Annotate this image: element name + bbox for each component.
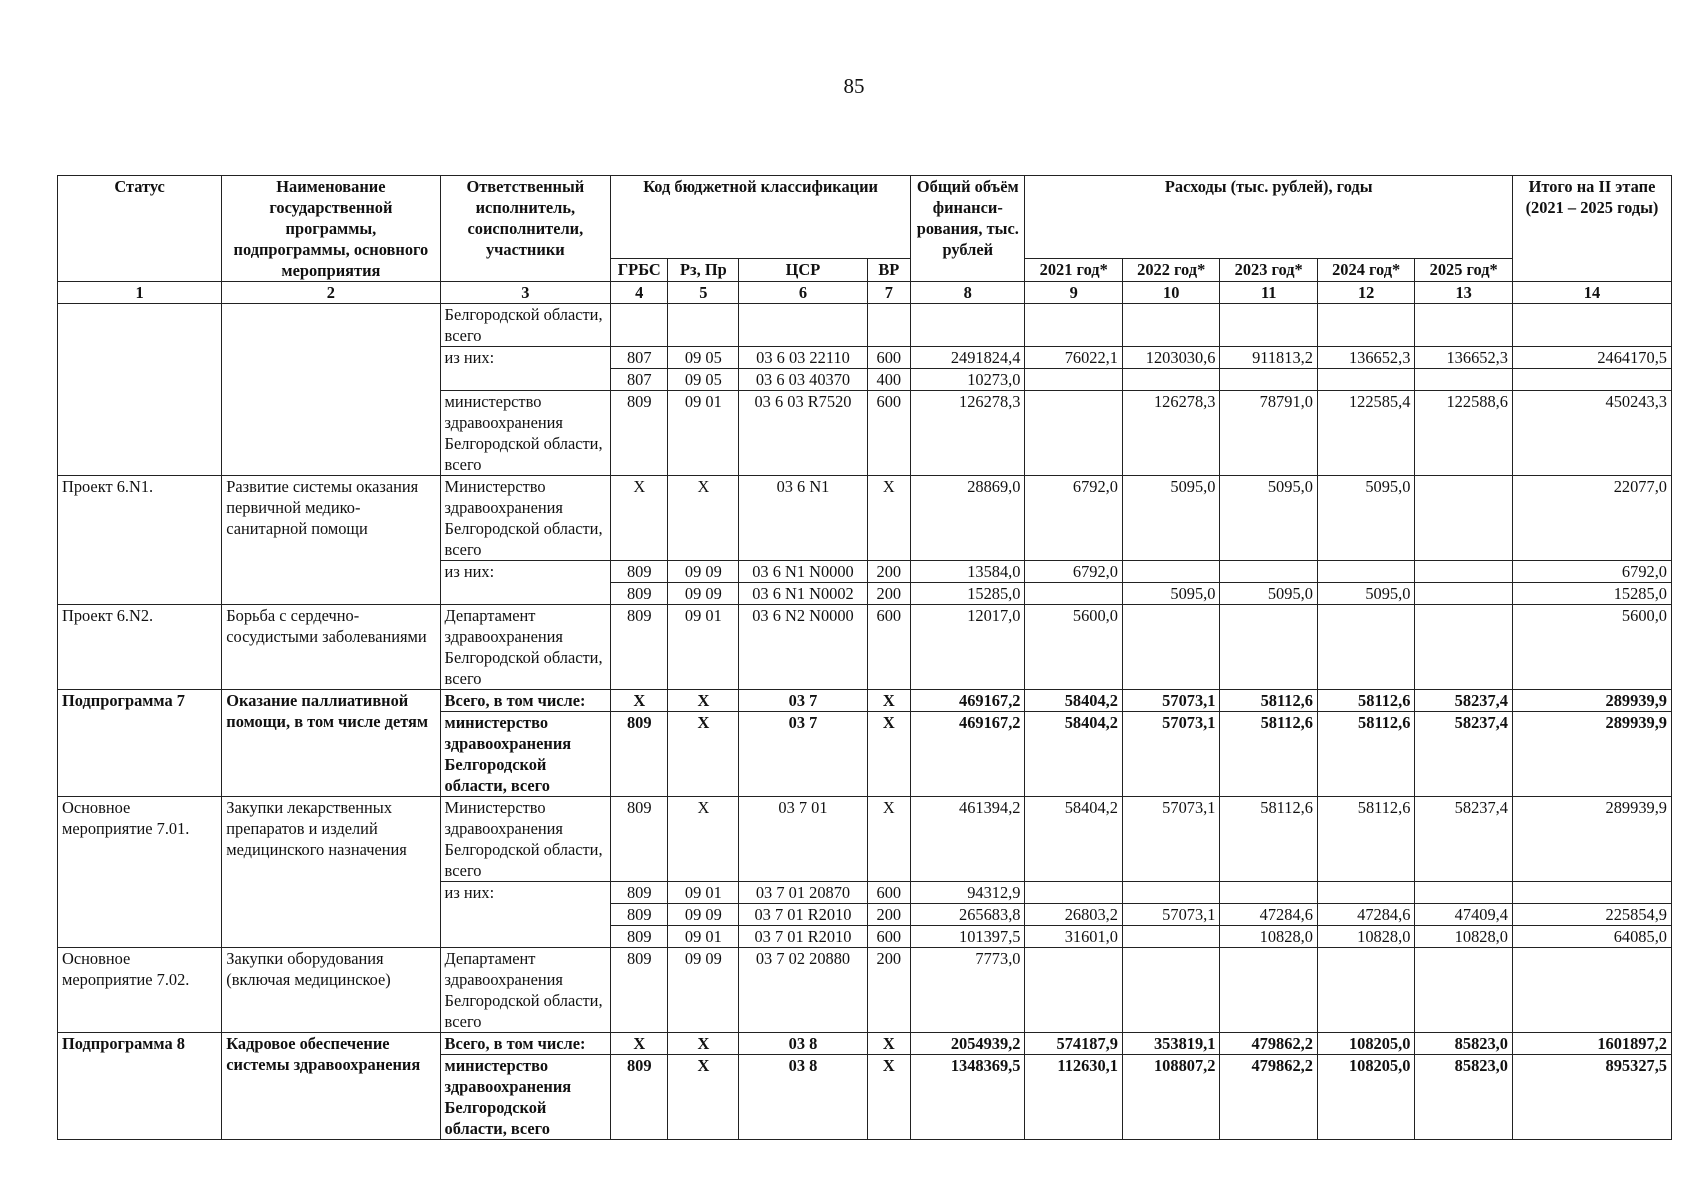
csr-cell: 03 6 03 22110: [739, 347, 867, 369]
y2021-cell: 31601,0: [1025, 926, 1122, 948]
header-expenses: Расходы (тыс. рублей), годы: [1025, 176, 1512, 259]
itogo-cell: 6792,0: [1512, 561, 1671, 583]
header-code: Код бюджетной классификации: [611, 176, 911, 259]
col-number: 10: [1122, 282, 1219, 304]
col-number: 9: [1025, 282, 1122, 304]
executor-cell: из них:: [440, 882, 611, 948]
y2021-cell: 58404,2: [1025, 797, 1122, 882]
csr-cell: 03 6 03 40370: [739, 369, 867, 391]
grbs-cell: 809: [611, 561, 668, 583]
csr-cell: 03 7 01: [739, 797, 867, 882]
y2025-cell: 58237,4: [1415, 712, 1513, 797]
itogo-cell: 2464170,5: [1512, 347, 1671, 369]
y2024-cell: 136652,3: [1317, 347, 1414, 369]
vr-cell: 200: [867, 904, 910, 926]
y2022-cell: 1203030,6: [1122, 347, 1219, 369]
csr-cell: 03 6 N1 N0000: [739, 561, 867, 583]
rzpr-cell: Х: [668, 1033, 739, 1055]
vr-cell: Х: [867, 690, 910, 712]
table-row: [58, 605, 1672, 690]
table-row: [58, 1033, 1672, 1055]
y2024-cell: 108205,0: [1317, 1055, 1414, 1140]
name-cell: Закупки оборудования (включая медицинское): [222, 948, 440, 1033]
y2021-cell: 58404,2: [1025, 712, 1122, 797]
vr-cell: 600: [867, 391, 910, 476]
header-name: Наименование государственной программы, подпрограммы, основного мероприятия: [222, 176, 440, 282]
header-rzpr: Рз, Пр: [668, 259, 739, 282]
executor-cell: Всего, в том числе:: [440, 690, 611, 712]
total-cell: 126278,3: [911, 391, 1025, 476]
y2023-cell: 58112,6: [1220, 712, 1317, 797]
csr-cell: 03 7 02 20880: [739, 948, 867, 1033]
executor-cell: Белгородской области, всего: [440, 304, 611, 347]
grbs-cell: 809: [611, 605, 668, 690]
vr-cell: 200: [867, 561, 910, 583]
rzpr-cell: 09 09: [668, 948, 739, 1033]
header-itogo: Итого на II этапе (2021 – 2025 годы): [1512, 176, 1671, 282]
col-number: 14: [1512, 282, 1671, 304]
csr-cell: 03 6 N2 N0000: [739, 605, 867, 690]
executor-cell: Министерство здравоохранения Белгородской области, всего: [440, 797, 611, 882]
executor-cell: Департамент здравоохранения Белгородской области, всего: [440, 948, 611, 1033]
header-year-2024: 2024 год*: [1317, 259, 1414, 282]
header-year-2021: 2021 год*: [1025, 259, 1122, 282]
y2023-cell: 479862,2: [1220, 1055, 1317, 1140]
y2025-cell: 136652,3: [1415, 347, 1513, 369]
executor-cell: Министерство здравоохранения Белгородской области, всего: [440, 476, 611, 561]
y2022-cell: 126278,3: [1122, 391, 1219, 476]
csr-cell: 03 7 01 R2010: [739, 904, 867, 926]
y2021-cell: 76022,1: [1025, 347, 1122, 369]
y2022-cell: 57073,1: [1122, 797, 1219, 882]
total-cell: 461394,2: [911, 797, 1025, 882]
grbs-cell: 809: [611, 1055, 668, 1140]
grbs-cell: 807: [611, 347, 668, 369]
status-cell: Основное мероприятие 7.02.: [58, 948, 222, 1033]
executor-cell: министерство здравоохранения Белгородской области, всего: [440, 391, 611, 476]
rzpr-cell: Х: [668, 797, 739, 882]
csr-cell: 03 7 01 20870: [739, 882, 867, 904]
status-cell: Проект 6.N2.: [58, 605, 222, 690]
csr-cell: 03 7 01 R2010: [739, 926, 867, 948]
executor-cell: Департамент здравоохранения Белгородской области, всего: [440, 605, 611, 690]
y2022-cell: 57073,1: [1122, 712, 1219, 797]
col-number: 4: [611, 282, 668, 304]
vr-cell: Х: [867, 712, 910, 797]
grbs-cell: Х: [611, 1033, 668, 1055]
grbs-cell: 809: [611, 882, 668, 904]
y2024-cell: 122585,4: [1317, 391, 1414, 476]
column-numbers-row: [58, 282, 1672, 304]
col-number: 11: [1220, 282, 1317, 304]
grbs-cell: 809: [611, 926, 668, 948]
rzpr-cell: Х: [668, 1055, 739, 1140]
total-cell: 13584,0: [911, 561, 1025, 583]
rzpr-cell: 09 01: [668, 605, 739, 690]
y2021-cell: 6792,0: [1025, 476, 1122, 561]
y2025-cell: 85823,0: [1415, 1055, 1513, 1140]
csr-cell: 03 8: [739, 1055, 867, 1140]
csr-cell: 03 6 N1: [739, 476, 867, 561]
itogo-cell: 289939,9: [1512, 797, 1671, 882]
vr-cell: Х: [867, 797, 910, 882]
y2024-cell: 10828,0: [1317, 926, 1414, 948]
y2023-cell: 5095,0: [1220, 583, 1317, 605]
y2025-cell: 58237,4: [1415, 690, 1513, 712]
csr-cell: 03 6 03 R7520: [739, 391, 867, 476]
itogo-cell: 1601897,2: [1512, 1033, 1671, 1055]
status-cell: [58, 304, 222, 476]
y2022-cell: 57073,1: [1122, 904, 1219, 926]
col-number: 1: [58, 282, 222, 304]
total-cell: 265683,8: [911, 904, 1025, 926]
total-cell: 469167,2: [911, 712, 1025, 797]
table-row: [58, 948, 1672, 1033]
itogo-cell: 5600,0: [1512, 605, 1671, 690]
total-cell: 28869,0: [911, 476, 1025, 561]
total-cell: 101397,5: [911, 926, 1025, 948]
grbs-cell: Х: [611, 690, 668, 712]
vr-cell: 600: [867, 347, 910, 369]
name-cell: Борьба с сердечно-сосудистыми заболеваниями: [222, 605, 440, 690]
header-year-2023: 2023 год*: [1220, 259, 1317, 282]
name-cell: [222, 304, 440, 476]
total-cell: 1348369,5: [911, 1055, 1025, 1140]
header-csr: ЦСР: [739, 259, 867, 282]
y2024-cell: 58112,6: [1317, 712, 1414, 797]
y2023-cell: 911813,2: [1220, 347, 1317, 369]
header-total: Общий объём финанси-рования, тыс. рублей: [911, 176, 1025, 282]
header-year-2025: 2025 год*: [1415, 259, 1513, 282]
col-number: 13: [1415, 282, 1513, 304]
y2025-cell: 58237,4: [1415, 797, 1513, 882]
y2024-cell: 5095,0: [1317, 583, 1414, 605]
grbs-cell: 809: [611, 712, 668, 797]
grbs-cell: 807: [611, 369, 668, 391]
grbs-cell: 809: [611, 797, 668, 882]
total-cell: 12017,0: [911, 605, 1025, 690]
itogo-cell: 450243,3: [1512, 391, 1671, 476]
vr-cell: 600: [867, 605, 910, 690]
y2022-cell: 108807,2: [1122, 1055, 1219, 1140]
y2021-cell: 26803,2: [1025, 904, 1122, 926]
status-cell: Подпрограмма 8: [58, 1033, 222, 1140]
col-number: 2: [222, 282, 440, 304]
y2023-cell: 58112,6: [1220, 797, 1317, 882]
rzpr-cell: Х: [668, 712, 739, 797]
y2021-cell: 574187,9: [1025, 1033, 1122, 1055]
grbs-cell: 809: [611, 948, 668, 1033]
itogo-cell: 895327,5: [1512, 1055, 1671, 1140]
y2023-cell: 78791,0: [1220, 391, 1317, 476]
rzpr-cell: 09 09: [668, 583, 739, 605]
col-number: 5: [668, 282, 739, 304]
executor-cell: Всего, в том числе:: [440, 1033, 611, 1055]
total-cell: 15285,0: [911, 583, 1025, 605]
y2023-cell: 5095,0: [1220, 476, 1317, 561]
vr-cell: Х: [867, 476, 910, 561]
table-row: [58, 797, 1672, 882]
y2024-cell: 58112,6: [1317, 690, 1414, 712]
name-cell: Закупки лекарственных препаратов и изделий медицинского назначения: [222, 797, 440, 948]
col-number: 3: [440, 282, 611, 304]
itogo-cell: 15285,0: [1512, 583, 1671, 605]
vr-cell: Х: [867, 1033, 910, 1055]
col-number: 7: [867, 282, 910, 304]
table-row: [58, 304, 1672, 347]
grbs-cell: 809: [611, 391, 668, 476]
page-number: 85: [843, 74, 865, 98]
rzpr-cell: 09 01: [668, 391, 739, 476]
csr-cell: 03 7: [739, 712, 867, 797]
y2021-cell: 58404,2: [1025, 690, 1122, 712]
y2024-cell: 47284,6: [1317, 904, 1414, 926]
vr-cell: 200: [867, 583, 910, 605]
y2024-cell: 5095,0: [1317, 476, 1414, 561]
y2023-cell: 58112,6: [1220, 690, 1317, 712]
itogo-cell: 22077,0: [1512, 476, 1671, 561]
rzpr-cell: 09 09: [668, 904, 739, 926]
y2023-cell: 47284,6: [1220, 904, 1317, 926]
y2025-cell: 85823,0: [1415, 1033, 1513, 1055]
executor-cell: из них:: [440, 561, 611, 605]
executor-cell: из них:: [440, 347, 611, 391]
name-cell: Оказание паллиативной помощи, в том числе детям: [222, 690, 440, 797]
y2024-cell: 108205,0: [1317, 1033, 1414, 1055]
y2025-cell: 10828,0: [1415, 926, 1513, 948]
vr-cell: 600: [867, 926, 910, 948]
vr-cell: 200: [867, 948, 910, 1033]
vr-cell: 400: [867, 369, 910, 391]
total-cell: 94312,9: [911, 882, 1025, 904]
header-executor: Ответственный исполнитель, соисполнители, участники: [440, 176, 611, 282]
rzpr-cell: 09 01: [668, 882, 739, 904]
status-cell: Подпрограмма 7: [58, 690, 222, 797]
y2025-cell: 122588,6: [1415, 391, 1513, 476]
y2022-cell: 5095,0: [1122, 583, 1219, 605]
name-cell: Развитие системы оказания первичной медико-санитарной помощи: [222, 476, 440, 605]
total-cell: 7773,0: [911, 948, 1025, 1033]
vr-cell: 600: [867, 882, 910, 904]
header-status: Статус: [58, 176, 222, 282]
total-cell: 469167,2: [911, 690, 1025, 712]
rzpr-cell: 09 05: [668, 369, 739, 391]
itogo-cell: 64085,0: [1512, 926, 1671, 948]
grbs-cell: 809: [611, 904, 668, 926]
rzpr-cell: 09 01: [668, 926, 739, 948]
csr-cell: 03 7: [739, 690, 867, 712]
itogo-cell: 289939,9: [1512, 690, 1671, 712]
rzpr-cell: Х: [668, 690, 739, 712]
header-vr: ВР: [867, 259, 910, 282]
total-cell: 10273,0: [911, 369, 1025, 391]
total-cell: 2491824,4: [911, 347, 1025, 369]
grbs-cell: 809: [611, 583, 668, 605]
y2025-cell: 47409,4: [1415, 904, 1513, 926]
rzpr-cell: 09 09: [668, 561, 739, 583]
status-cell: Проект 6.N1.: [58, 476, 222, 605]
y2021-cell: 5600,0: [1025, 605, 1122, 690]
executor-cell: министерство здравоохранения Белгородской области, всего: [440, 1055, 611, 1140]
y2023-cell: 479862,2: [1220, 1033, 1317, 1055]
y2022-cell: 353819,1: [1122, 1033, 1219, 1055]
status-cell: Основное мероприятие 7.01.: [58, 797, 222, 948]
col-number: 12: [1317, 282, 1414, 304]
y2024-cell: 58112,6: [1317, 797, 1414, 882]
table-row: [58, 690, 1672, 712]
total-cell: 2054939,2: [911, 1033, 1025, 1055]
y2021-cell: 112630,1: [1025, 1055, 1122, 1140]
rzpr-cell: 09 05: [668, 347, 739, 369]
header-grbs: ГРБС: [611, 259, 668, 282]
table-row: [58, 476, 1672, 561]
col-number: 8: [911, 282, 1025, 304]
executor-cell: министерство здравоохранения Белгородской области, всего: [440, 712, 611, 797]
grbs-cell: Х: [611, 476, 668, 561]
y2023-cell: 10828,0: [1220, 926, 1317, 948]
vr-cell: Х: [867, 1055, 910, 1140]
itogo-cell: 289939,9: [1512, 712, 1671, 797]
itogo-cell: 225854,9: [1512, 904, 1671, 926]
y2022-cell: 5095,0: [1122, 476, 1219, 561]
csr-cell: 03 6 N1 N0002: [739, 583, 867, 605]
header-year-2022: 2022 год*: [1122, 259, 1219, 282]
y2021-cell: 6792,0: [1025, 561, 1122, 583]
csr-cell: 03 8: [739, 1033, 867, 1055]
name-cell: Кадровое обеспечение системы здравоохранения: [222, 1033, 440, 1140]
rzpr-cell: Х: [668, 476, 739, 561]
budget-table: [57, 175, 1672, 1140]
y2022-cell: 57073,1: [1122, 690, 1219, 712]
col-number: 6: [739, 282, 867, 304]
